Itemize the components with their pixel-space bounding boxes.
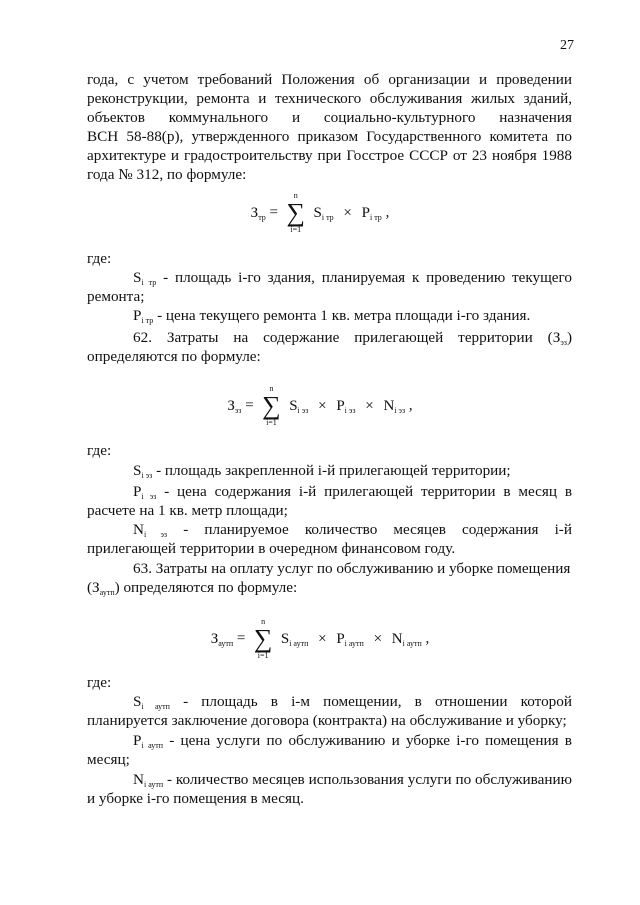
definition-line: $S_{i аутп}$ - площадь в i-м помещении, в отношении которой xyxy=(133,693,572,711)
definition-line: расчете на 1 кв. метр площади; xyxy=(87,502,288,519)
paragraph-line: объектов коммунального и социально-культурного назначения xyxy=(87,109,572,126)
paragraph-line: года № 312, по формуле: xyxy=(87,166,247,183)
paragraph-line: ВСН 58-88(р), утвержденного приказом Государственного комитета по xyxy=(87,128,572,145)
page-number: 27 xyxy=(560,38,574,53)
item-62: 62. Затраты на содержание прилегающей территории $(З_{эз})$ xyxy=(133,329,572,347)
definition-line: и уборке i-го помещения в месяц. xyxy=(87,790,304,807)
paragraph-line: года, с учетом требований Положения об организации и проведении xyxy=(87,71,572,88)
where-label: где: xyxy=(87,250,112,267)
definition-line: $S_{i эз}$ - площадь закрепленной i-й прилегающей территории; xyxy=(133,462,511,480)
definition-line: $N_{i эз}$ - планируемое количество месяцев содержания i-й xyxy=(133,521,572,539)
where-label: где: xyxy=(87,674,112,691)
sum-symbol: n ∑ i=1 xyxy=(262,384,281,427)
sum-symbol: n ∑ i=1 xyxy=(286,191,306,234)
definition-line: $P_{i эз}$ - цена содержания i-й прилегающей территории в месяц в xyxy=(133,483,572,501)
item-62-line: определяются по формуле: xyxy=(87,348,261,365)
formula-current-repair: $З_{тр}$ = n ∑ i=1 $S_{i тр} \times P_{i тр}$ , xyxy=(250,191,390,234)
definition-line: ремонта; xyxy=(87,288,145,305)
definition-line: прилегающей территории в очередном финансовом году. xyxy=(87,540,456,557)
definition-line: $S_{i тр}$ - площадь i-го здания, планируемая к проведению текущего xyxy=(133,269,572,287)
formula-territory: $З_{эз}$ = n ∑ i=1 $S_{i эз} \times P_{i эз} \times N_{i эз}$ , xyxy=(227,384,413,427)
definition-line: $P_{i тр}$ - цена текущего ремонта 1 кв. метра площади i-го здания. xyxy=(133,307,531,325)
paragraph-line: архитектуре и градостроительству при Госстрое СССР от 23 ноября 1988 xyxy=(87,147,572,164)
item-63-line: $(З_{аутп})$ определяются по формуле: xyxy=(87,579,298,597)
definition-line: планируется заключение договора (контракта) на обслуживание и уборку; xyxy=(87,712,567,729)
item-63: 63. Затраты на оплату услуг по обслуживанию и уборке помещения xyxy=(133,560,571,577)
where-label: где: xyxy=(87,442,112,459)
sum-symbol: n ∑ i=1 xyxy=(253,617,273,660)
definition-line: $P_{i аутп}$ - цена услуги по обслуживанию и уборке i-го помещения в xyxy=(133,732,572,750)
definition-line: месяц; xyxy=(87,751,130,768)
paragraph-line: реконструкции, ремонта и технического обслуживания жилых зданий, xyxy=(87,90,572,107)
formula-cleaning: $З_{аутп}$ = n ∑ i=1 $S_{i аутп} \times P_{i аутп} \times N_{i аутп}$ , xyxy=(210,617,430,660)
definition-line: $N_{i аутп}$ - количество месяцев использования услуги по обслуживанию xyxy=(133,771,572,789)
